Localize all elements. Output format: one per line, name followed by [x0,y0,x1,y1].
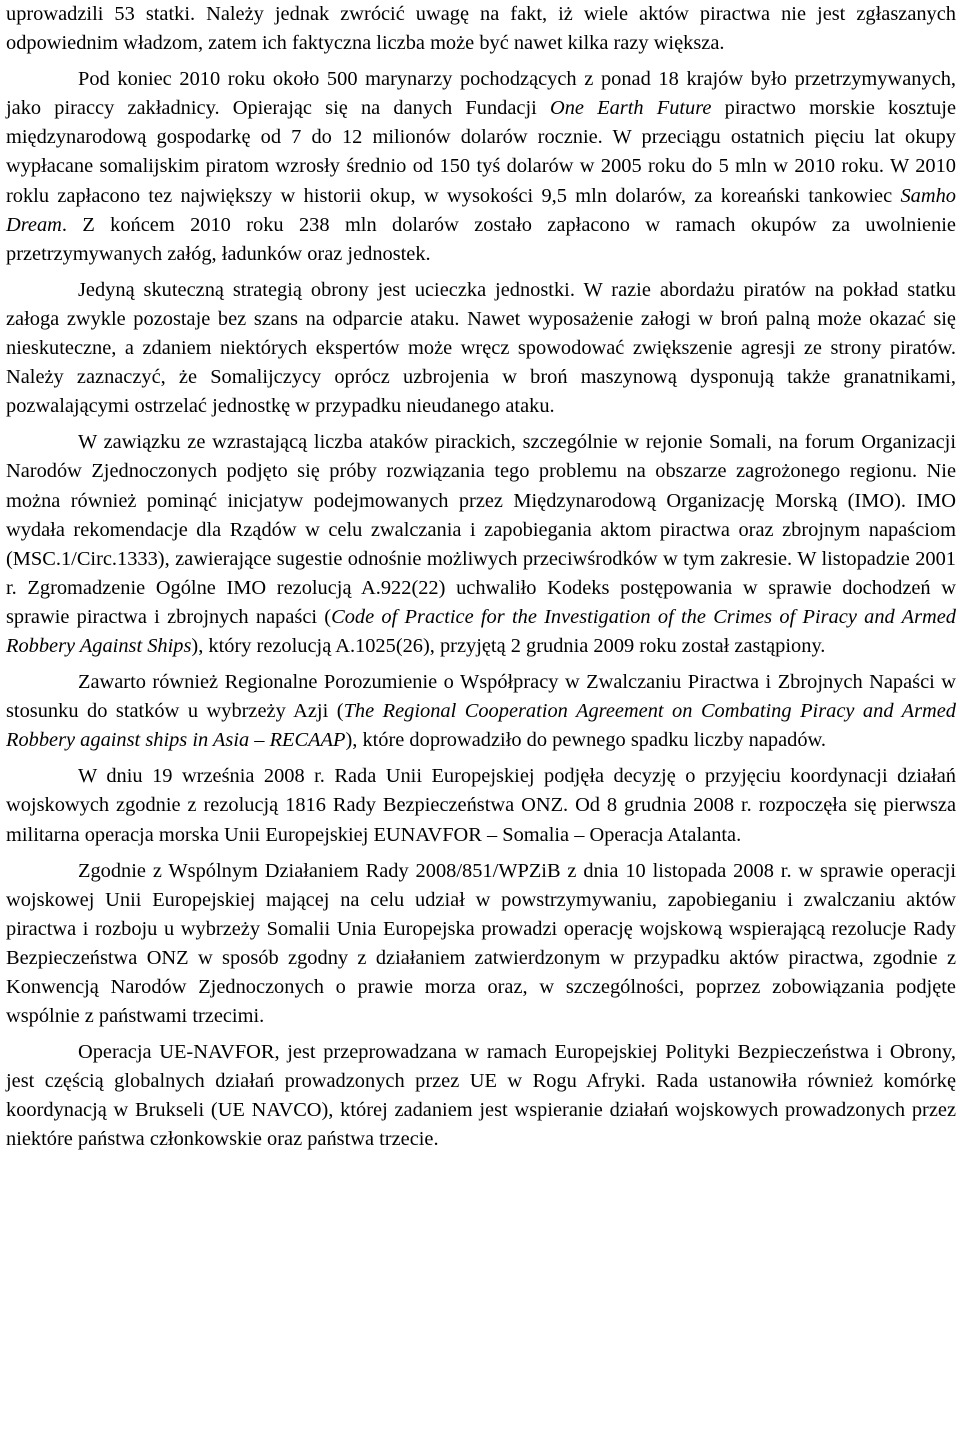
text-run-italic: The Regional Cooperation Agreement on Combating Piracy and Armed Robbery against ships in Asia – RECAAP [6,700,957,752]
text-run: uprowadzili 53 statki. Należy jednak zwrócić uwagę na fakt, iż wiele aktów piractwa nie jest zgłaszanych odpowiednim władzom, zatem ich faktyczna liczba może być nawet kilka razy większa. [6,3,956,55]
text-run: Pod koniec 2010 roku około 500 marynarzy pochodzących z ponad 18 krajów było przetrzymywanych, jako piraccy zakładnicy. Opierając się na danych Fundacji [6,68,956,120]
text-run: W dniu 19 września 2008 r. Rada Unii Europejskiej podjęła decyzję o przyjęciu koordynacji działań wojskowych zgodnie z rezolucją 1816 Rady Bezpieczeństwa ONZ. Od 8 grudnia 2008 r. rozpoczęła się pierwsza militarna operacja morska Unii Europejskiej EUNAVFOR – Somalia – Operacja Atalanta. [6,765,956,846]
text-run: ), które doprowadziło do pewnego spadku liczby napadów. [345,729,827,752]
text-run: piractwo morskie kosztuje międzynarodową gospodarkę od 7 do 12 milionów dolarów rocznie. W przeciągu ostatnich pięciu lat okupy wypłacane somalijskim piratom wzrosły średnio od 150 tyś dolarów w 2005 roku do 5 mln w 2010 roku. W 2010 roklu zapłacono tez największy w historii okup, w wysokości 9,5 mln dolarów, za koreański tankowiec [6,97,956,207]
text-run: Operacja UE-NAVFOR, jest przeprowadzana w ramach Europejskiej Polityki Bezpieczeństwa i Obrony, jest częścią globalnych działań prowadzonych przez UE w Rogu Afryki. Rada ustanowiła również komórkę koordynacją w Brukseli (UE NAVCO), której zadaniem jest wspieranie działań wojskowych prowadzonych przez niektóre państwa członkowskie oraz państwa trzecie. [6,1041,956,1151]
text-run-italic: Code of Practice for the Investigation of the Crimes of Piracy and Armed Robbery Against Ships [6,605,956,657]
text-run-italic: One Earth Future [549,97,712,120]
paragraph-joint-action [6,857,956,1032]
paragraph-ransoms [6,65,956,269]
text-run: Jedyną skuteczną strategią obrony jest ucieczka jednostki. W razie abordażu piratów na pokład statku załoga zwykle pozostaje bez szans na odparcie ataku. Nawet wyposażenie załogi w broń palną może okazać się nieskuteczne, a zdaniem niektórych ekspertów może wręcz spowodować zwiększenie agresji ze strony piratów. Należy zaznaczyć, że Somalijczycy oprócz uzbrojenia w broń maszynową dysponują także granatnikami, pozwalającymi ostrzelać jednostkę w przypadku nieudanego ataku. [6,278,956,418]
paragraph-recaap [6,668,956,755]
paragraph-ue-navfor [6,1038,956,1154]
text-run: . Z końcem 2010 roku 238 mln dolarów zostało zapłacono w ramach okupów za uwolnienie przetrzymywanych załóg, ładunków oraz jednostek. [6,213,956,265]
text-run: W zawiązku ze wzrastającą liczba ataków pirackich, szczególnie w rejonie Somali, na forum Organizacji Narodów Zjednoczonych podjęto się próby rozwiązania tego problemu na obszarze zagrożonego regionu. Nie można również pominąć inicjatyw podejmowanych przez Międzynarodową Organizację Morską (IMO). IMO wydała rekomendacje dla Rządów w celu zwalczania i zapobiegania aktom piractwa oraz zbrojnym napaściom (MSC.1/Circ.1333), zawierające sugestie odnośnie możliwych przeciwśrodków w tym zakresie. W listopadzie 2001 r. Zgromadzenie Ogólne IMO rezolucją A.922(22) uchwaliło Kodeks postępowania w sprawie dochodzeń w sprawie piractwa i zbrojnych napaści ( [6,431,956,628]
text-run: Zawarto również Regionalne Porozumienie o Współpracy w Zwalczaniu Piractwa i Zbrojnych Napaści w stosunku do statków u wybrzeży Azji ( [6,671,956,723]
paragraph-defense-strategy [6,276,956,421]
paragraph-statki-continuation [6,0,956,58]
paragraph-eu-council [6,762,956,849]
text-run: Zgodnie z Wspólnym Działaniem Rady 2008/851/WPZiB z dnia 10 listopada 2008 r. w sprawie operacji wojskowej Unii Europejskiej mającej na celu udział w powstrzymywaniu, zapobieganiu i zwalczaniu aktów piractwa i rozboju u wybrzeży Somalii Unia Europejska prowadzi operację wojskową wspierającą rezolucje Rady Bezpieczeństwa ONZ w sposób zgodny z działaniem zatwierdzonym w przypadku aktów piractwa, zgodnie z Konwencją Narodów Zjednoczonych o prawie morza oraz, w szczególności, poprzez zobowiązania podjęte wspólnie z państwami trzecimi. [6,859,956,1028]
text-run-italic: Samho Dream [6,184,956,236]
text-run: ), który rezolucją A.1025(26), przyjętą 2 grudnia 2009 roku został zastąpiony. [191,634,826,657]
paragraph-imo [6,428,956,661]
